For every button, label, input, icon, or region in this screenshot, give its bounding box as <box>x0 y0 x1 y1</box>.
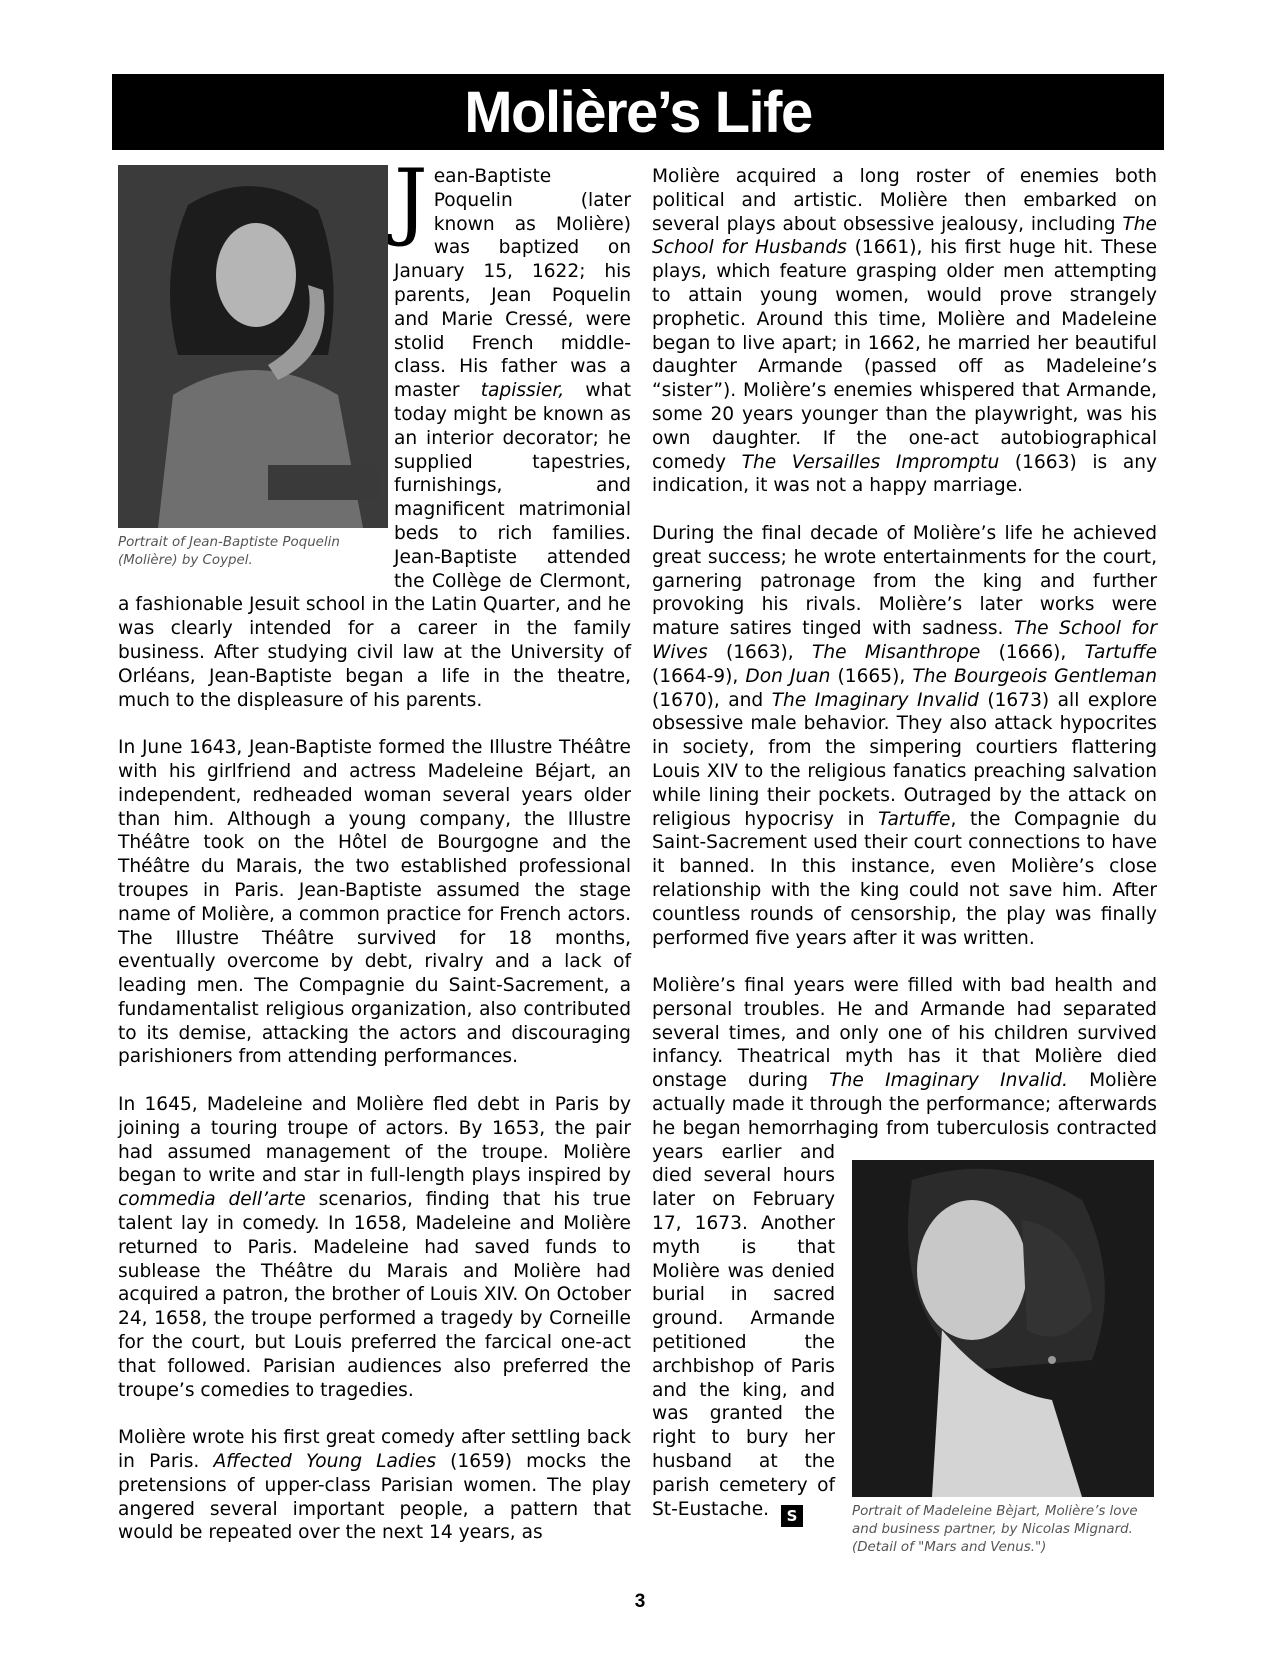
left-column <box>118 151 631 1545</box>
paragraph-text: Molière acquired a long roster of enemies both political and artistic. Molière then embarked on several plays about obsessive jealousy, including <box>652 166 1157 235</box>
italic-title: The School for Wives <box>652 618 1158 663</box>
page-title: Molière’s Life <box>464 79 812 145</box>
paragraph-text: scenarios, finding that his true talent lay in comedy. In 1658, Madeleine and Molière returned to Paris. Madeleine had saved funds to sublease the Théâtre du Marais and Molière had acquired a patron, the brother of Louis XIV. On October 24, 1658, the troupe performed a tragedy by Corneille for the court, but Louis preferred the farcical one-act that followed. Parisian audiences also preferred the troupe’s comedies to tragedies. <box>118 1189 631 1401</box>
italic-title: The School for Husbands <box>652 213 1157 259</box>
paragraph-text: Molière wrote his first great comedy after settling back in Paris. <box>118 1427 631 1473</box>
paragraph-text: (1666), <box>980 641 1085 663</box>
paragraph-text: (1661), his first huge hit. These plays, which feature grasping older men attempting to attain young women, would prove strangely prophetic. Around this time, Molière and Madeleine began to live apart; in 1662, he married her beautiful daughter Armande (passed off as Madeleine’s “sister”). Molière’s enemies whispered that Armande, some 20 years younger than the playwright, was his own daughter. If the one-act autobiographical comedy <box>652 237 1158 473</box>
bejart-portrait-drawing <box>852 1160 1154 1497</box>
paragraph-text: (1670), and <box>652 689 772 711</box>
italic-title: The Bourgeois Gentleman <box>912 665 1157 687</box>
italic-title: The Versailles Impromptu <box>741 451 1000 473</box>
italic-title: The Misanthrope <box>812 641 981 663</box>
paragraph-text: (1664-9), <box>652 665 746 687</box>
italic-title: Don Juan <box>745 665 831 687</box>
bejart-portrait <box>852 1160 1154 1497</box>
italic-title: Tartuffe <box>878 808 951 830</box>
moliere-figure <box>118 165 388 570</box>
paragraph-text: (1659) mocks the pretensions of upper-class Parisian women. The play angered several important people, a pattern that would be repeated over the next 14 years, as <box>118 1451 631 1544</box>
paragraph-text: (1663) is any indication, it was not a happy marriage. <box>652 451 1158 497</box>
paragraph <box>118 1426 631 1545</box>
italic-title: The Imaginary Invalid. <box>829 1070 1068 1092</box>
paragraph-text: ean-Baptiste Poquelin (later known as Molière) was baptized on January 15, 1622; his parents, Jean Poquelin and Marie Cressé, were stolid French middle-class. His father was a master <box>394 166 631 402</box>
paragraph <box>118 1093 631 1402</box>
paragraph <box>652 522 1157 950</box>
moliere-portrait-drawing <box>118 165 388 528</box>
moliere-caption: Portrait of Jean-Baptiste Poquelin (Molière) by Coypel. <box>118 535 340 568</box>
paragraph-text: , the Compagnie du Saint-Sacrement used their court connections to have it banned. In this instance, even Molière’s close relationship with the king could not save him. After countless rounds of censorship, the play was finally performed five years after it was written. <box>652 808 1158 949</box>
paragraph-text: Molière actually made it through the performance; afterwards he began hemorrhaging from tuberculosis contracted years earlier and died several hours later on February 17, 1673. Another myth is that Molière was denied burial in sacred ground. Armande petitioned the archbishop of Paris and the king, and was granted the right to bury her husband at the parish cemetery of St-Eustache. <box>652 1070 1157 1520</box>
paragraph-text: (1665), <box>830 665 913 687</box>
paragraph-text: (1673) all explore obsessive male behavior. They also attack hypocrites in society, from the simpering courtiers flattering Louis XIV to the religious fanatics preaching salvation while lining their pockets. Outraged by the attack on religious hypocrisy in <box>652 689 1158 830</box>
moliere-portrait <box>118 165 388 528</box>
paragraph: In June 1643, Jean-Baptiste formed the Illustre Théâtre with his girlfriend and actress Madeleine Béjart, an independent, redheaded woman several years older than him. Although a young company, the Illustre Théâtre took on the Hôtel de Bourgogne and the Théâtre du Marais, the two established professional troupes in Paris. Jean-Baptiste assumed the stage name of Molière, a common practice for French actors. The Illustre Théâtre survived for 18 months, eventually overcome by debt, rivalry and a lack of leading men. The Compagnie du Saint-Sacrement, a fundamentalist religious organization, also contributed to its demise, attacking the actors and discouraging parishioners from attending performances. <box>118 737 631 1068</box>
italic-title: The Imaginary Invalid <box>771 689 979 711</box>
paragraph-text: In 1645, Madeleine and Molière fled debt in Paris by joining a touring troupe of actors. By 1653, the pair had assumed management of the troupe. Molière began to write and star in full-length plays inspired by <box>118 1094 631 1187</box>
bejart-caption: Portrait of Madeleine Bèjart, Molière’s love and business partner, by Nicolas Mignard. (Detail of "Mars and Venus.") <box>852 1504 1138 1555</box>
paragraph-text: (1663), <box>707 641 813 663</box>
italic-title: Affected Young Ladies <box>213 1451 437 1473</box>
end-mark-icon: S <box>781 1505 803 1527</box>
title-banner <box>112 74 1164 150</box>
paragraph-text: what today might be known as an interior decorator; he supplied tapestries, furnishings, and magnificent matrimonial beds to rich families. Jean-Baptiste attended the Collège de Clermont, a fashionable Jesuit school in the Latin Quarter, and he was clearly intended for a career in the family business. After studying civil law at the University of Orléans, Jean-Baptiste began a life in the theatre, much to the displeasure of his parents. <box>118 380 631 711</box>
drop-cap: J <box>394 151 428 249</box>
page-number: 3 <box>634 1591 646 1612</box>
italic-title: Tartuffe <box>1084 641 1158 663</box>
italic-term: tapissier, <box>480 380 565 402</box>
paragraph-text: During the final decade of Molière’s life he achieved great success; he wrote entertainments for the court, garnering patronage from the king and further provoking his rivals. Molière’s later works were mature satires tinged with sadness. <box>652 522 1157 640</box>
bejart-figure <box>852 1160 1154 1557</box>
paragraph-text: Molière’s final years were filled with bad health and personal troubles. He and Armande had separated several times, and only one of his children survived infancy. Theatrical myth has it that Molière died onstage during <box>652 975 1157 1092</box>
paragraph <box>652 165 1157 498</box>
italic-term: commedia dell’arte <box>118 1189 306 1211</box>
